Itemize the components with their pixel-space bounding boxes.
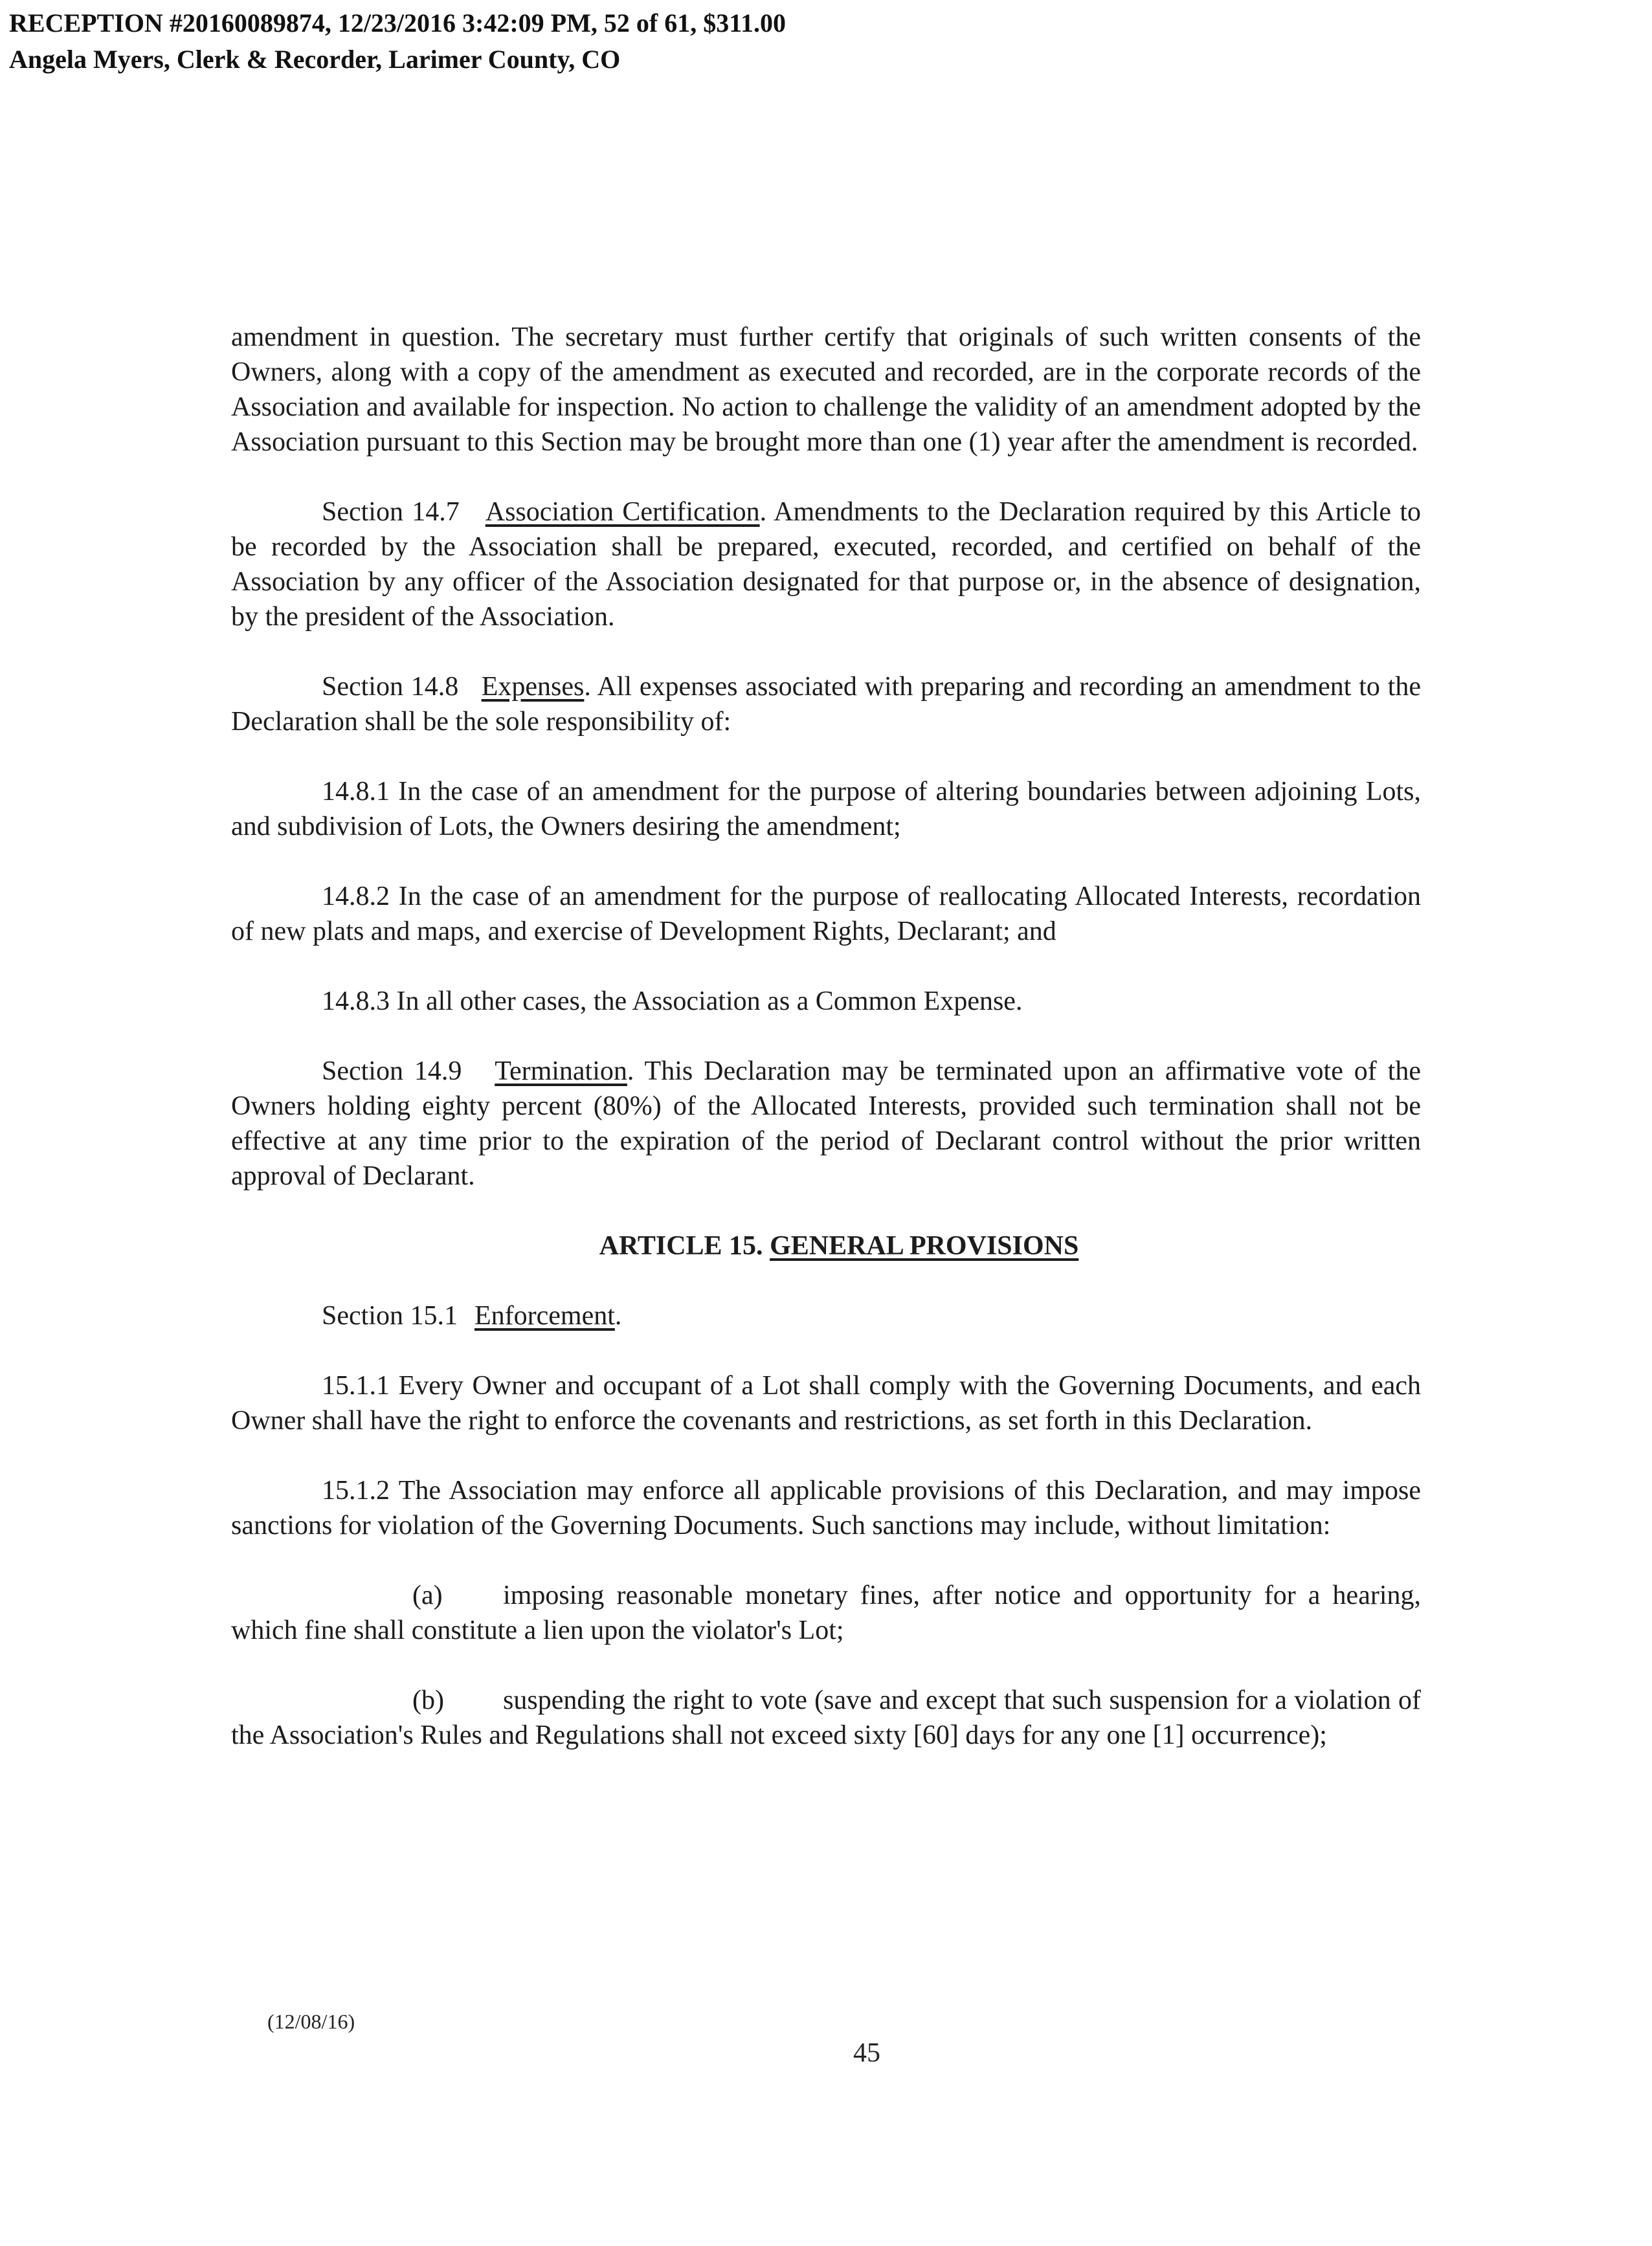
section-15-1 <box>231 1298 1421 1333</box>
list-item-a <box>231 1578 1421 1648</box>
item-text: suspending the right to vote (save and except that such suspension for a violation of the Association's Rules and Regulations shall not exceed sixty [60] days for any one [1] occurrence); <box>231 1685 1421 1750</box>
subsection-14-8-3: 14.8.3 In all other cases, the Association as a Common Expense. <box>322 986 1023 1016</box>
item-label: (a) <box>412 1581 443 1610</box>
section-text: . All expenses associated with preparing and recording an amendment to the Declaration shall be the sole responsibility of: <box>231 672 1422 737</box>
section-title: Enforcement <box>474 1301 615 1331</box>
item-label: (b) <box>412 1685 444 1715</box>
section-14-7 <box>231 495 1421 634</box>
recording-stamp <box>9 5 786 78</box>
subsection-15-1-2: 15.1.2 The Association may enforce all applicable provisions of this Declaration, and may impose sanctions for violation of the Governing Documents. Such sanctions may include, without limitation: <box>231 1476 1421 1540</box>
subsection-14-8-1: 14.8.1 In the case of an amendment for the purpose of altering boundaries between adjoining Lots, and subdivision of Lots, the Owners desiring the amendment; <box>231 777 1421 841</box>
article-15-heading <box>231 1229 1421 1263</box>
article-title: GENERAL PROVISIONS <box>770 1231 1079 1261</box>
subsection-15-1-1: 15.1.1 Every Owner and occupant of a Lot shall comply with the Governing Documents, and each Owner shall have the right to enforce the covenants and restrictions, as set forth in this Declaration. <box>231 1371 1421 1436</box>
article-prefix: ARTICLE 15. <box>599 1231 770 1261</box>
footer-date: (12/08/16) <box>267 2010 355 2033</box>
section-title: Association Certification <box>485 497 760 527</box>
section-text: . Amendments to the Declaration required by this Article to be recorded by the Association shall be prepared, executed, recorded, and certified on behalf of the Association by any officer of the Association designated for that purpose or, in the absence of designation, by the president of the Association. <box>231 497 1422 632</box>
section-14-9 <box>231 1054 1421 1194</box>
section-title: Termination <box>495 1056 627 1086</box>
section-number: Section 14.7 <box>322 497 460 527</box>
section-text: . This Declaration may be terminated upon an affirmative vote of the Owners holding eighty percent (80%) of the Allocated Interests, provided such termination shall not be effective at any time prior to the expiration of the period of Declarant control without the prior written approval of Declarant. <box>231 1056 1422 1191</box>
section-title: Expenses <box>481 672 585 702</box>
recorder-line: Angela Myers, Clerk & Recorder, Larimer County, CO <box>9 45 621 74</box>
page-number: 45 <box>853 2038 880 2068</box>
item-text: imposing reasonable monetary fines, after notice and opportunity for a hearing, which fine shall constitute a lien upon the violator's Lot; <box>231 1581 1421 1645</box>
continuation-paragraph: amendment in question. The secretary must further certify that originals of such written consents of the Owners, along with a copy of the amendment as executed and recorded, are in the corporate records of the Association and available for inspection. No action to challenge the validity of an amendment adopted by the Association pursuant to this Section may be brought more than one (1) year after the amendment is recorded. <box>231 322 1421 457</box>
list-item-b <box>231 1683 1421 1753</box>
section-number: Section 14.8 <box>322 672 459 702</box>
section-number: Section 14.9 <box>322 1056 462 1086</box>
document-body <box>231 320 1421 1788</box>
subsection-14-8-2: 14.8.2 In the case of an amendment for the purpose of reallocating Allocated Interests, recordation of new plats and maps, and exercise of Development Rights, Declarant; and <box>231 882 1421 946</box>
section-number: Section 15.1 <box>322 1301 458 1331</box>
reception-line: RECEPTION #20160089874, 12/23/2016 3:42:09 PM, 52 of 61, $311.00 <box>9 8 786 38</box>
section-14-8 <box>231 669 1421 739</box>
section-suffix: . <box>614 1301 622 1331</box>
